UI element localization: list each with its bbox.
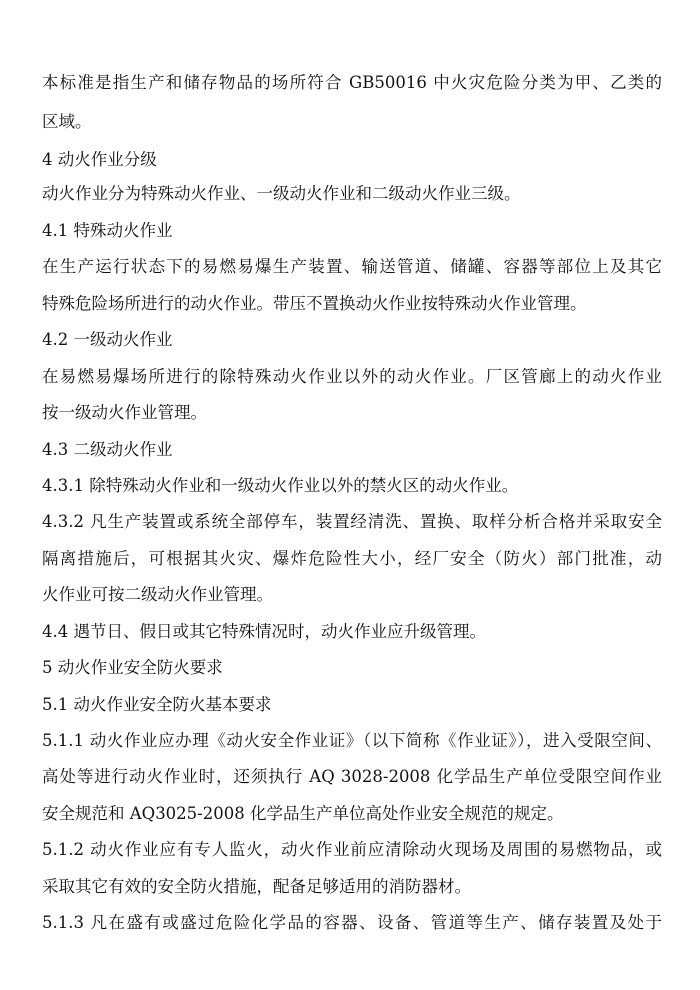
text-line-4: 动火作业分为特殊动火作业、一级动火作业和二级动火作业三级。 [42,184,521,203]
text-line-22: 5.1.2 动火作业应有专人监火，动火作业前应清除动火现场及周围的易燃物品，或 [42,840,662,859]
section-heading-4-2: 4.2 一级动火作业 [42,330,173,349]
text-line-1: 本标准是指生产和储存物品的场所符合 GB50016 中火灾危险分类为甲、乙类的 [42,73,662,92]
text-line-9: 在易燃易爆场所进行的除特殊动火作业以外的动火作业。厂区管廊上的动火作业 [42,367,662,386]
section-heading-4-1: 4.1 特殊动火作业 [42,221,173,240]
text-line-21: 安全规范和 AQ3025-2008 化学品生产单位高处作业安全规范的规定。 [42,804,564,823]
section-heading-4-3: 4.3 二级动火作业 [42,440,173,459]
text-line-16: 4.4 遇节日、假日或其它特殊情况时，动火作业应升级管理。 [42,622,486,641]
text-line-20: 高处等进行动火作业时，还须执行 AQ 3028-2008 化学品生产单位受限空间作业 [42,767,662,786]
text-line-13: 4.3.2 凡生产装置或系统全部停车，装置经清洗、置换、取样分析合格并采取安全 [42,512,662,531]
text-line-19: 5.1.1 动火作业应办理《动火安全作业证》（以下简称《作业证》），进入受限空间、 [42,731,662,750]
text-line-7: 特殊危险场所进行的动火作业。带压不置换动火作业按特殊动火作业管理。 [42,294,587,313]
section-heading-4: 4 动火作业分级 [42,150,157,169]
text-line-23: 采取其它有效的安全防火措施，配备足够适用的消防器材。 [42,877,471,896]
text-line-15: 火作业可按二级动火作业管理。 [42,585,273,604]
section-heading-5-1: 5.1 动火作业安全防火基本要求 [42,695,272,714]
section-heading-5: 5 动火作业安全防火要求 [42,658,223,677]
text-line-2: 区域。 [42,112,92,131]
text-line-6: 在生产运行状态下的易燃易爆生产装置、输送管道、储罐、容器等部位上及其它 [42,257,662,276]
text-line-10: 按一级动火作业管理。 [42,403,207,422]
text-line-24: 5.1.3 凡在盛有或盛过危险化学品的容器、设备、管道等生产、储存装置及处于 [42,913,662,932]
text-line-12: 4.3.1 除特殊动火作业和一级动火作业以外的禁火区的动火作业。 [42,476,519,495]
text-line-14: 隔离措施后，可根据其火灾、爆炸危险性大小，经厂安全（防火）部门批准，动 [42,549,662,568]
